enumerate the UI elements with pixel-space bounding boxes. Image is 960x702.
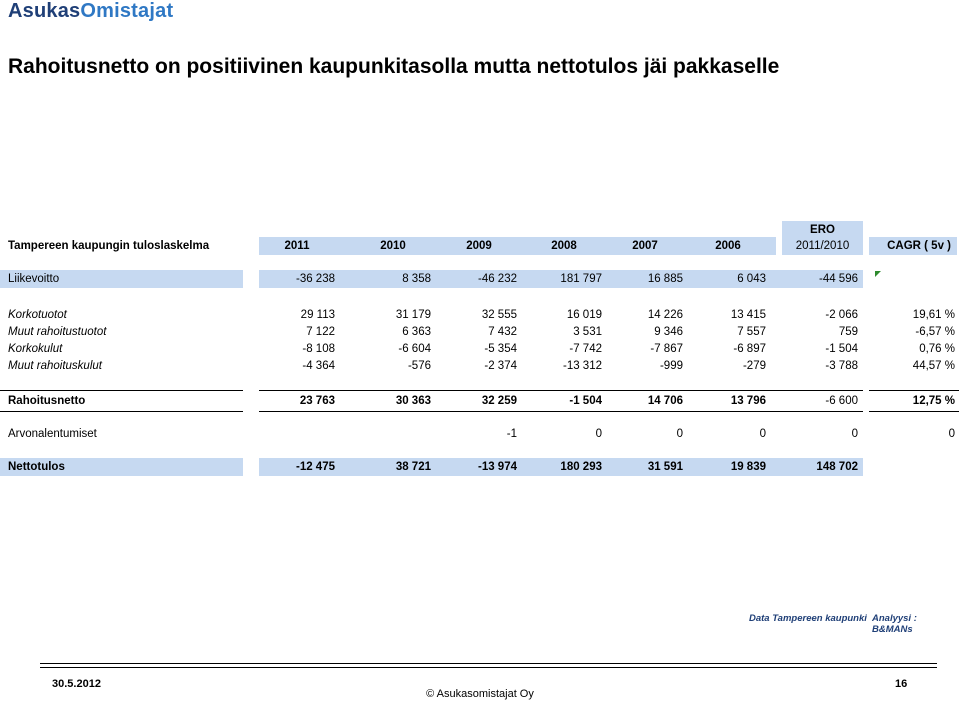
row-liikevoitto-label: Liikevoitto [8,273,60,285]
muut-rahoituskulut-2010: -576 [407,360,431,372]
page-title: Rahoitusnetto on positiivinen kaupunkitasolla mutta nettotulos jäi pakkaselle [8,55,780,78]
korkotuotot-ero: -2 066 [825,309,858,321]
brand-part1: Asukas [8,0,81,22]
liikevoitto-ero: -44 596 [818,273,858,285]
header-cagr: CAGR ( 5v ) [887,240,951,252]
brand-part2: Omistajat [80,0,174,22]
korkotuotot-2007: 14 226 [647,309,683,321]
muut-rahoituskulut-ero: -3 788 [825,360,858,372]
header-year-2010: 2010 [380,240,406,252]
liikevoitto-2010: 8 358 [402,273,431,285]
rahoitusnetto-top-rule-values [259,390,863,391]
arvonalentumiset-2008: 0 [595,428,602,440]
footer-page-number: 16 [895,678,908,690]
liikevoitto-2009: -46 232 [477,273,517,285]
row-arvonalentumiset-label: Arvonalentumiset [8,428,97,440]
footer-copyright: © Asukasomistajat Oy [426,688,534,700]
muut-rahoitustuotot-ero: 759 [838,326,858,338]
rahoitusnetto-bottom-rule-label [0,411,243,412]
korkokulut-2006: -6 897 [733,343,766,355]
footer-rule-thin [40,667,937,668]
arvonalentumiset-ero: 0 [851,428,858,440]
korkokulut-2007: -7 867 [650,343,683,355]
liikevoitto-2007: 16 885 [647,273,683,285]
row-korkokulut-label: Korkokulut [8,343,63,355]
rahoitusnetto-ero: -6 600 [825,395,858,407]
nettotulos-2009: -13 974 [477,461,517,473]
liikevoitto-2008: 181 797 [560,273,602,285]
korkotuotot-2009: 32 555 [481,309,517,321]
row-nettotulos-label: Nettotulos [8,461,65,473]
rahoitusnetto-2008: -1 504 [569,395,602,407]
rahoitusnetto-2007: 14 706 [647,395,683,407]
rahoitusnetto-top-rule-cagr [869,390,959,391]
header-ero-sub: 2011/2010 [795,240,850,252]
liikevoitto-2006: 6 043 [737,273,766,285]
header-table-label: Tampereen kaupungin tuloslaskelma [8,240,210,252]
arvonalentumiset-2007: 0 [676,428,683,440]
brand-logo [8,0,173,23]
korkokulut-2008: -7 742 [569,343,602,355]
row-korkotuotot-label: Korkotuotot [8,309,67,321]
nettotulos-2006: 19 839 [730,461,766,473]
row-muut-rahoitustuotot-label: Muut rahoitustuotot [8,326,107,338]
rahoitusnetto-cagr: 12,75 % [912,395,955,407]
header-year-2008: 2008 [551,240,577,252]
nettotulos-2011: -12 475 [295,461,335,473]
header-year-2007: 2007 [632,240,658,252]
korkotuotot-cagr: 19,61 % [912,309,955,321]
korkotuotot-2006: 13 415 [730,309,766,321]
muut-rahoitustuotot-2010: 6 363 [402,326,431,338]
rahoitusnetto-2011: 23 763 [299,395,335,407]
liikevoitto-2011: -36 238 [295,273,335,285]
nettotulos-2007: 31 591 [647,461,683,473]
korkokulut-cagr: 0,76 % [919,343,955,355]
header-year-2006: 2006 [715,240,741,252]
arvonalentumiset-2009: -1 [506,428,517,440]
muut-rahoitustuotot-2008: 3 531 [573,326,602,338]
rahoitusnetto-bottom-rule-cagr [869,411,959,412]
korkokulut-2010: -6 604 [398,343,431,355]
nettotulos-ero: 148 702 [816,461,858,473]
korkotuotot-2011: 29 113 [300,309,335,321]
korkotuotot-2008: 16 019 [566,309,602,321]
muut-rahoitustuotot-cagr: -6,57 % [915,326,955,338]
rahoitusnetto-top-rule-label [0,390,243,391]
rahoitusnetto-2010: 30 363 [395,395,431,407]
rahoitusnetto-2006: 13 796 [730,395,766,407]
muut-rahoituskulut-2009: -2 374 [484,360,517,372]
row-rahoitusnetto-label: Rahoitusnetto [8,395,86,407]
source-note: Data Tampereen kaupunki [749,613,867,624]
muut-rahoituskulut-2008: -13 312 [562,360,602,372]
nettotulos-2008: 180 293 [560,461,602,473]
muut-rahoituskulut-2007: -999 [659,360,683,372]
korkokulut-2009: -5 354 [484,343,517,355]
rahoitusnetto-bottom-rule-values [259,411,863,412]
arvonalentumiset-cagr: 0 [948,428,955,440]
muut-rahoitustuotot-2007: 9 346 [654,326,683,338]
nettotulos-2010: 38 721 [395,461,431,473]
arvonalentumiset-2006: 0 [759,428,766,440]
header-year-2011: 2011 [284,240,310,252]
muut-rahoituskulut-cagr: 44,57 % [912,360,955,372]
footer-date: 30.5.2012 [52,678,101,690]
muut-rahoituskulut-2011: -4 364 [302,360,335,372]
muut-rahoitustuotot-2006: 7 557 [737,326,766,338]
header-year-2009: 2009 [466,240,492,252]
korkokulut-2011: -8 108 [302,343,335,355]
comment-flag-icon [875,271,881,277]
header-ero-title: ERO [810,224,835,236]
korkokulut-ero: -1 504 [825,343,858,355]
korkotuotot-2010: 31 179 [395,309,431,321]
analysis-note: Analyysi : B&MANs [872,613,917,635]
row-muut-rahoituskulut-label: Muut rahoituskulut [8,360,102,372]
footer-rule [40,663,937,664]
rahoitusnetto-2009: 32 259 [481,395,517,407]
muut-rahoituskulut-2006: -279 [742,360,766,372]
muut-rahoitustuotot-2009: 7 432 [488,326,517,338]
muut-rahoitustuotot-2011: 7 122 [306,326,335,338]
